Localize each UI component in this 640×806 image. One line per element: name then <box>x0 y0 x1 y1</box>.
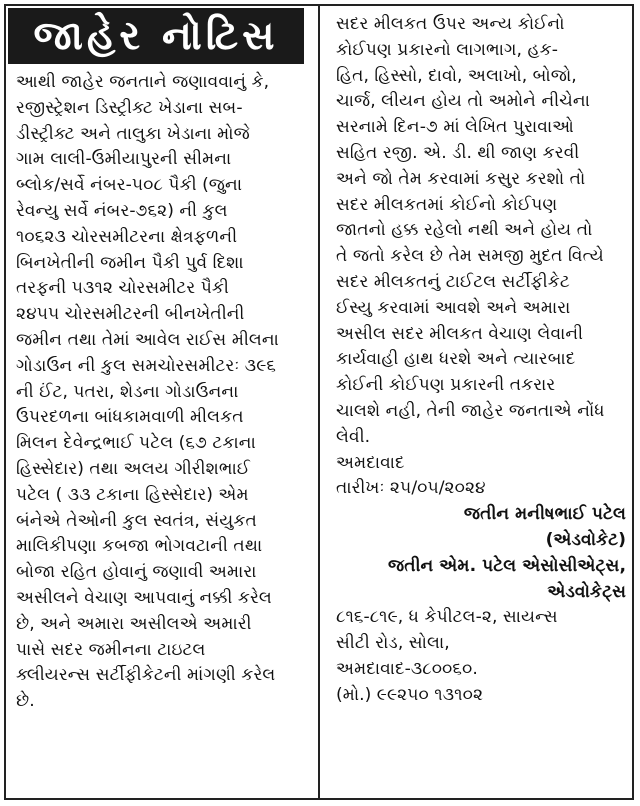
place: અમદાવાદ <box>336 452 405 473</box>
phone-number: (મો.) ૯૯૨૫૦ ૧૩૧૦૨ <box>336 684 484 705</box>
text-line: કાર્યવાહી હાથ ધરશે અને ત્યારબાદ <box>336 349 576 370</box>
signatory-name: જતીન મનીષભાઈ પટેલ <box>463 504 626 525</box>
text-line: છે, અને અમારા અસીલએ અમારી <box>16 613 252 634</box>
notice-body-left <box>16 70 310 715</box>
column-divider <box>318 6 320 798</box>
text-line: સદર મીલકતનું ટાઈટલ સર્ટીફીકેટ <box>336 271 570 292</box>
text-line: ગોડાઉન ની કુલ સમચોરસમીટરઃ ૩૯૬ <box>16 355 277 376</box>
text-line: અસીલને વેચાણ આપવાનું નક્કી કરેલ <box>16 587 272 608</box>
text-line: કોઈની કોઈપણ પ્રકારની તકરાર <box>336 375 556 396</box>
text-line: બંનેએ તેઓની કુલ સ્વતંત્ર, સંયુકત <box>16 510 257 531</box>
notice-body-right <box>336 12 626 709</box>
text-line: સદર મીલકતમાં કોઈનો કોઈપણ <box>336 194 558 215</box>
notice-date: તારીખઃ ૨૫/૦૫/૨૦૨૪ <box>336 478 486 499</box>
text-line: તરફની ૫૩૧૨ ચોરસમીટર પૈકી <box>16 278 229 299</box>
text-line: ચાલશે નહી, તેની જાહેર જનતાએ નોંધ <box>336 400 605 421</box>
text-line: હિત, હિસ્સો, દાવો, અલાખો, બોજો, <box>336 65 577 86</box>
text-line: જાતનો હક્ક રહેલો નથી અને હોય તો <box>336 220 593 241</box>
signatory-role: (એડવોકેટ) <box>545 529 626 550</box>
text-line: રજીસ્ટ્રેશન ડિસ્ટ્રીક્ટ ખેડાના સબ- <box>16 97 243 118</box>
text-line: ઈસ્યુ કરવામાં આવશે અને અમારા <box>336 297 571 318</box>
text-line: ક્લીયરન્સ સર્ટીફીકેટની માંગણી કરેલ <box>16 665 276 686</box>
text-line: સહિત રજી. એ. ડી. થી જાણ કરવી <box>336 142 580 163</box>
text-line: અને જો તેમ કરવામાં કસુર કરશો તો <box>336 168 586 189</box>
text-line: લેવી. <box>336 426 371 447</box>
text-line: ગામ લાલી-ઉમીયાપુરની સીમના <box>16 149 232 170</box>
address-line: સીટી રોડ, સોલા, <box>336 633 450 654</box>
text-line: બોજા રહિત હોવાનું જણાવી અમારા <box>16 562 257 583</box>
notice-title: જાહેર નોટિસ <box>8 8 304 64</box>
text-line: રેવન્યુ સર્વે નંબર-૭૬૨) ની કુલ <box>16 200 228 221</box>
text-line: આથી જાહેર જનતાને જણાવવાનું કે, <box>16 72 270 92</box>
text-line: પાસે સદર જમીનના ટાઇટલ <box>16 639 206 660</box>
address-line: ૮૧૬-૮૧૯, ધ કેપીટલ-૨, સાયન્સ <box>336 607 558 628</box>
text-line: ડીસ્ટ્રીક્ટ અને તાલુકા ખેડાના મોજે <box>16 123 250 144</box>
text-line: ઉપરદળના બાંધકામવાળી મીલકત <box>16 407 244 428</box>
text-line: સદર મીલકત ઉપર અન્ય કોઈનો <box>336 14 565 34</box>
address-line: અમદાવાદ-૩૮૦૦૬૦. <box>336 658 478 679</box>
text-line: તે જતો કરેલ છે તેમ સમજી મુદત વિત્યે <box>336 246 604 267</box>
text-line: પટેલ ( ૩૩ ટકાના હિસ્સેદાર) એમ <box>16 484 249 505</box>
text-line: છે. <box>16 691 35 712</box>
text-line: ચાર્જ, લીયન હોય તો અમોને નીચેના <box>336 91 590 112</box>
text-line: બ્લોક/સર્વે નંબર-૫૦૮ પૈકી (જુના <box>16 175 243 196</box>
text-line: જમીન તથા તેમાં આવેલ રાઈસ મીલના <box>16 329 279 350</box>
text-line: સરનામે દિન-૭ માં લેખિત પુરાવાઓ <box>336 117 575 138</box>
text-line: ની ઈંટ, પતરા, શેડના ગોડાઉનના <box>16 381 239 402</box>
text-line: માલિકીપણા કબજા ભોગવટાની તથા <box>16 536 263 557</box>
text-line: બિનખેતીની જમીન પૈકી પુર્વ દિશા <box>16 252 244 273</box>
text-line: હિસ્સેદાર) તથા અલય ગીરીશભાઈ <box>16 458 251 479</box>
public-notice <box>4 4 634 800</box>
text-line: અસીલ સદર મીલકત વેચાણ લેવાની <box>336 323 584 344</box>
text-line: ૧૦૬૨૩ ચોરસમીટરના ક્ષેત્રફળની <box>16 226 238 247</box>
firm-role: એડવોકેટ્સ <box>547 581 626 602</box>
firm-name: જતીન એમ. પટેલ એસોસીએટ્સ, <box>387 555 626 576</box>
text-line: કોઈપણ પ્રકારનો લાગભાગ, હક- <box>336 39 559 60</box>
text-line: મિલન દેવેન્દ્રભાઈ પટેલ (૬૭ ટકાના <box>16 433 256 454</box>
text-line: ૨૪૫૫ ચોરસમીટરની બીનખેતીની <box>16 304 245 325</box>
